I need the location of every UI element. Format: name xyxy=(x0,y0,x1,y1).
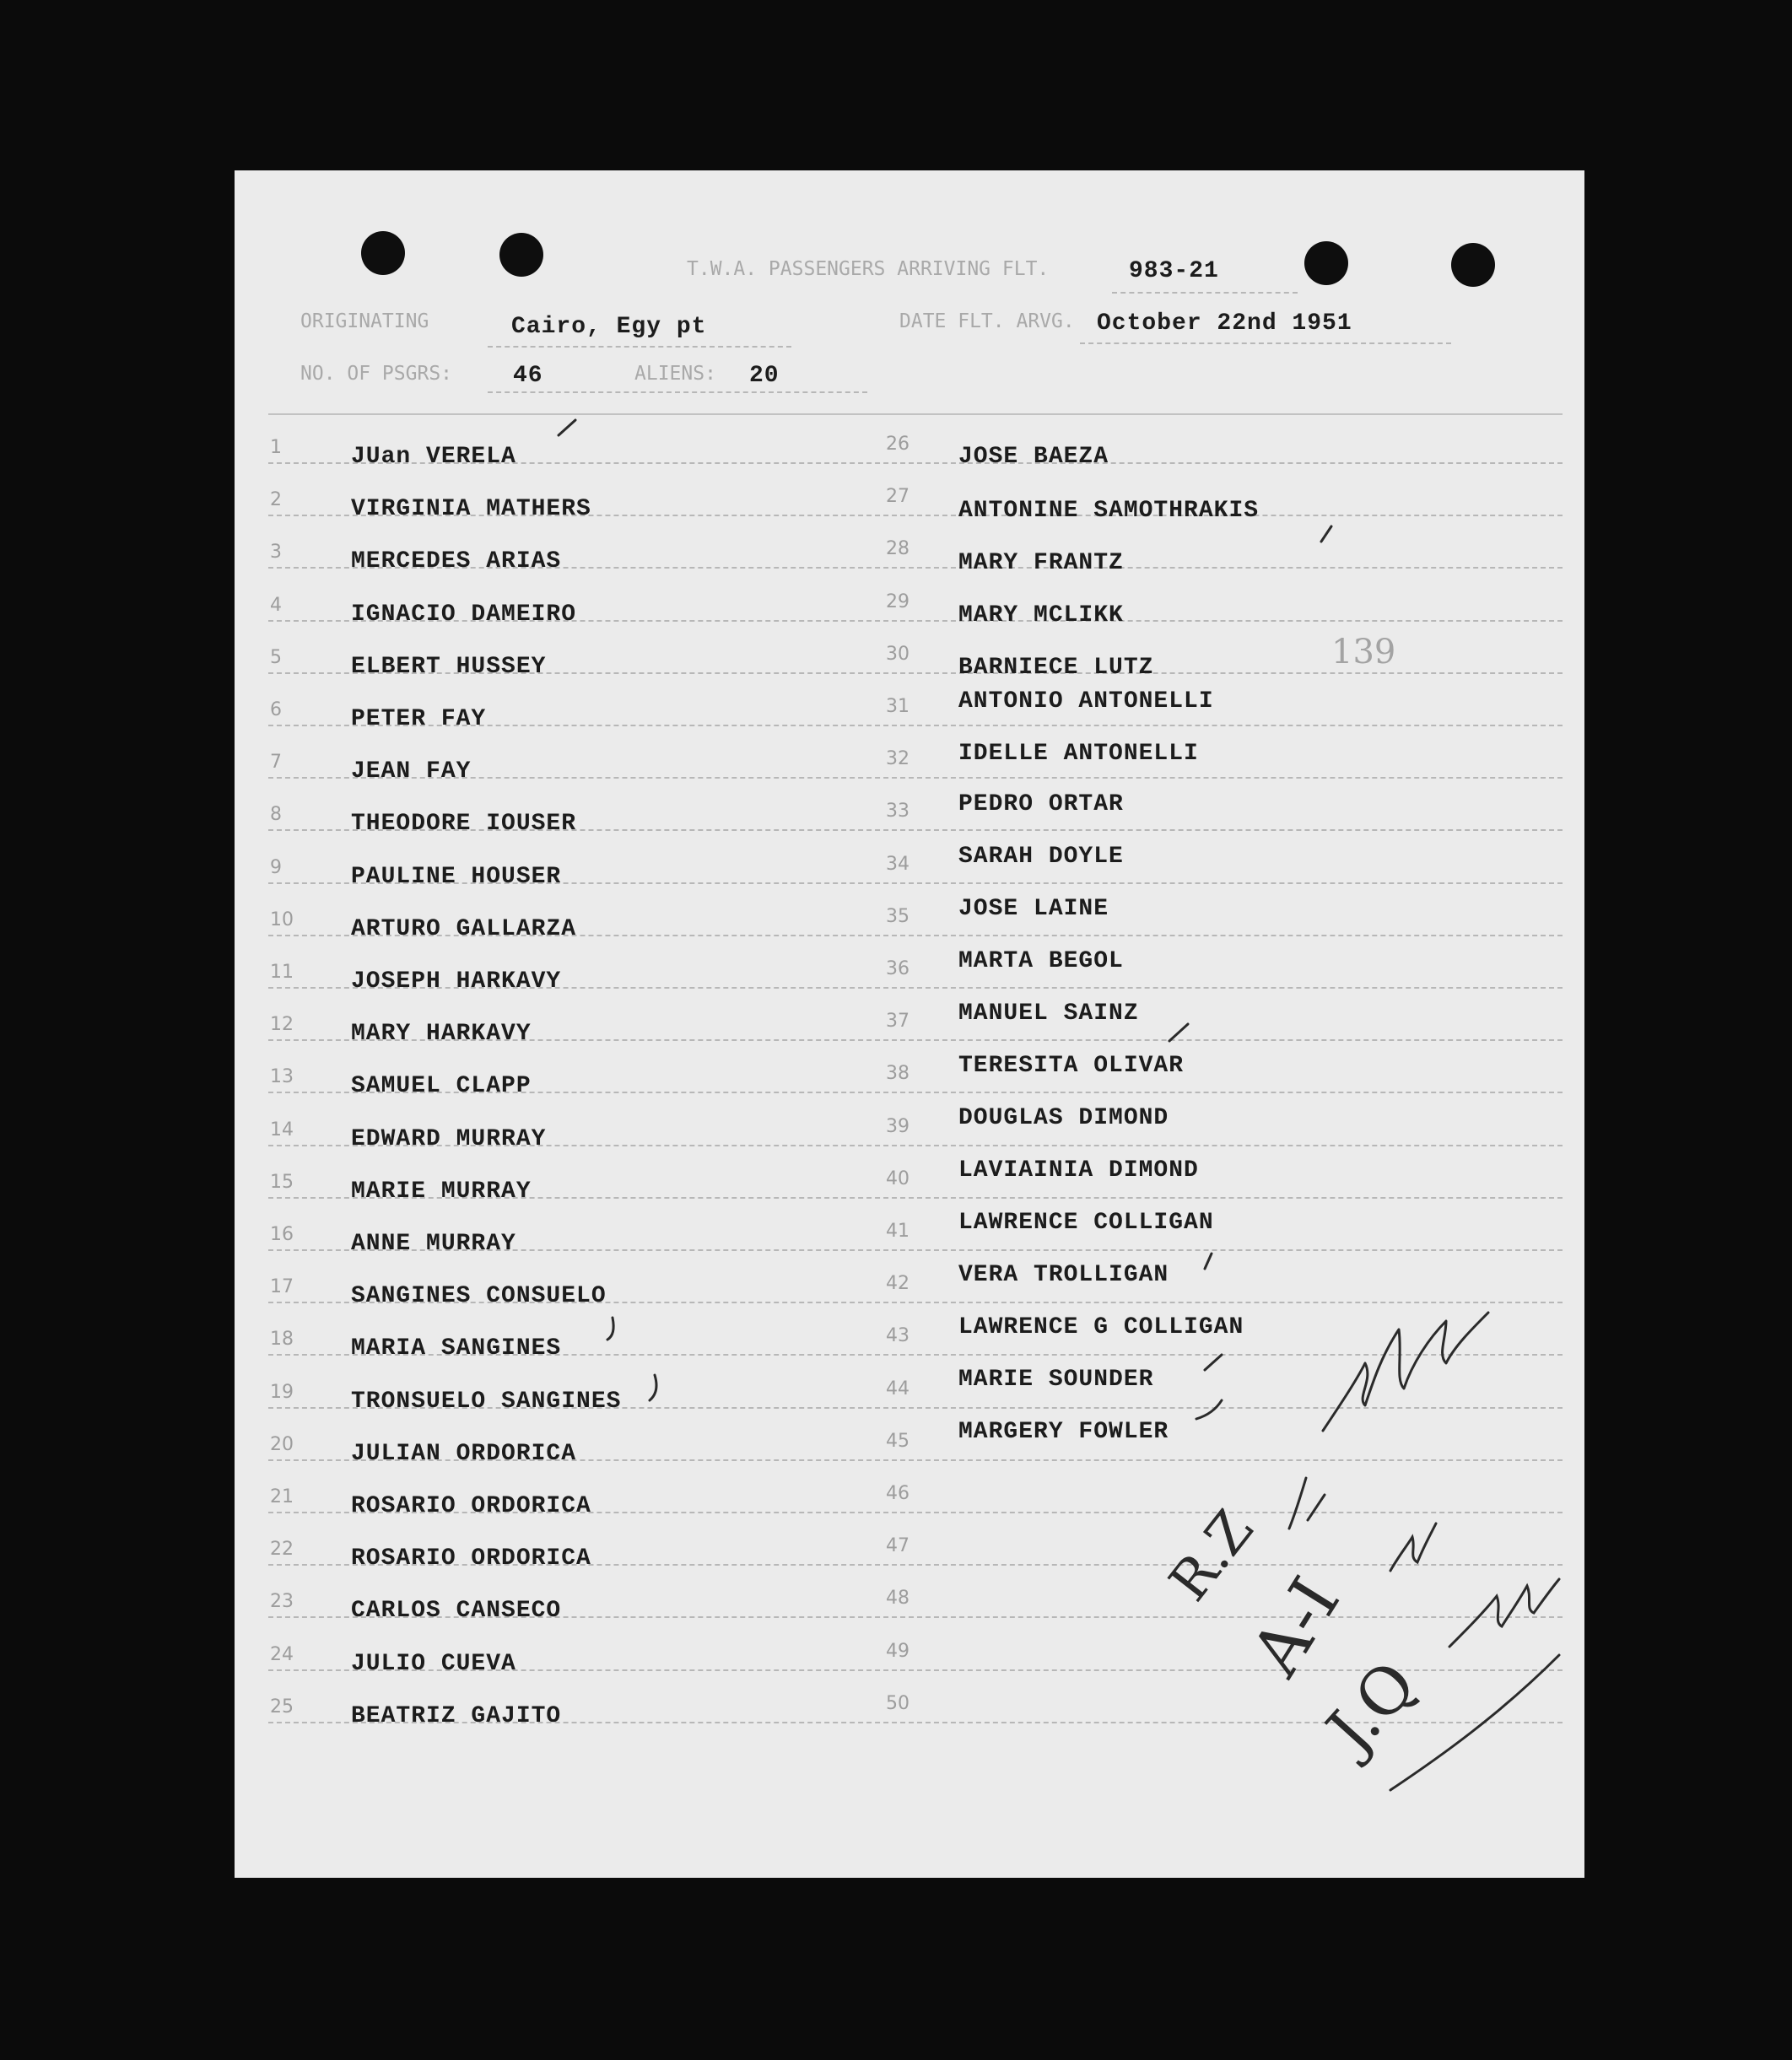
passenger-name: JULIAN ORDORICA xyxy=(351,1440,577,1467)
passenger-name: JULIO CUEVA xyxy=(351,1650,516,1677)
row-number: 31 xyxy=(886,696,909,717)
row-number: 34 xyxy=(886,853,909,875)
row-number: 46 xyxy=(886,1483,909,1504)
passengers-count: 46 xyxy=(513,363,543,389)
passenger-name: THEODORE IOUSER xyxy=(351,811,577,838)
row-number: 22 xyxy=(270,1539,294,1561)
passenger-name: MARIE MURRAY xyxy=(351,1178,532,1205)
row-number: 17 xyxy=(270,1276,294,1298)
passenger-name: VERA TROLLIGAN xyxy=(958,1262,1169,1288)
passenger-name: LAWRENCE COLLIGAN xyxy=(958,1210,1214,1236)
row-number: 39 xyxy=(886,1115,909,1137)
passenger-name: ELBERT HUSSEY xyxy=(351,653,547,680)
row-number: 37 xyxy=(886,1011,909,1033)
row-number: 23 xyxy=(270,1591,294,1613)
row-number: 18 xyxy=(270,1329,294,1351)
passenger-name: BARNIECE LUTZ xyxy=(958,655,1154,681)
passenger-name: ANTONIO ANTONELLI xyxy=(958,688,1214,715)
passenger-name: ANTONINE SAMOTHRAKIS xyxy=(958,498,1260,524)
row-number: 3 xyxy=(270,542,282,564)
handwritten-jq: J.Q xyxy=(1312,1646,1431,1767)
row-number: 9 xyxy=(270,856,282,878)
passenger-name: LAVIAINIA DIMOND xyxy=(958,1157,1199,1184)
manifest-page xyxy=(235,170,1584,1878)
row-number: 5 xyxy=(270,646,282,668)
passenger-name: JUan VERELA xyxy=(351,444,516,470)
row-number: 45 xyxy=(886,1430,909,1452)
row-number: 11 xyxy=(270,962,294,983)
row-number: 36 xyxy=(886,958,909,979)
passenger-name: PEDRO ORTAR xyxy=(958,791,1124,817)
passenger-name: MANUEL SAINZ xyxy=(958,1000,1139,1027)
passenger-name: BEATRIZ GAJITO xyxy=(351,1702,562,1729)
date-value: October 22nd 1951 xyxy=(1097,310,1352,337)
row-number: 14 xyxy=(270,1119,294,1141)
passenger-name: JOSEPH HARKAVY xyxy=(351,968,562,995)
row-number: 32 xyxy=(886,748,909,770)
row-number: 4 xyxy=(270,594,282,616)
passenger-name: MARIA SANGINES xyxy=(351,1335,562,1362)
handwritten-ai: A-I xyxy=(1236,1564,1355,1690)
row-number: 25 xyxy=(270,1696,294,1718)
date-label: DATE FLT. ARVG. xyxy=(899,310,1075,332)
row-number: 38 xyxy=(886,1063,909,1085)
passenger-name: SAMUEL CLAPP xyxy=(351,1073,532,1100)
passenger-name: IGNACIO DAMEIRO xyxy=(351,601,577,628)
row-number: 13 xyxy=(270,1066,294,1088)
row-number: 35 xyxy=(886,905,909,927)
passenger-name: JEAN FAY xyxy=(351,758,472,785)
row-number: 50 xyxy=(886,1692,909,1714)
passenger-name: LAWRENCE G COLLIGAN xyxy=(958,1314,1244,1340)
row-number: 19 xyxy=(270,1381,294,1403)
passenger-name: PAULINE HOUSER xyxy=(351,863,562,890)
row-number: 43 xyxy=(886,1325,909,1347)
passenger-name: SARAH DOYLE xyxy=(958,844,1124,870)
passenger-name: JOSE BAEZA xyxy=(958,444,1109,470)
row-number: 6 xyxy=(270,699,282,720)
flight-number: 983-21 xyxy=(1129,258,1219,284)
row-number: 2 xyxy=(270,489,282,511)
passenger-name: MARY FRANTZ xyxy=(958,550,1124,576)
passenger-name: ROSARIO ORDORICA xyxy=(351,1493,591,1519)
aliens-label: ALIENS: xyxy=(634,363,716,385)
row-number: 24 xyxy=(270,1643,294,1665)
passenger-name: JOSE LAINE xyxy=(958,896,1109,922)
row-number: 29 xyxy=(886,590,909,612)
row-number: 41 xyxy=(886,1221,909,1242)
handwritten-rz: R.Z xyxy=(1158,1499,1266,1613)
passenger-name: MERCEDES ARIAS xyxy=(351,548,562,575)
row-number: 40 xyxy=(886,1168,909,1189)
row-number: 44 xyxy=(886,1378,909,1399)
page-number-stamp: 139 xyxy=(1331,633,1396,671)
passenger-name: MARIE SOUNDER xyxy=(958,1367,1154,1393)
passenger-name: MARGERY FOWLER xyxy=(958,1419,1169,1445)
passenger-name: PETER FAY xyxy=(351,706,487,732)
handwritten-annotations xyxy=(235,170,1584,1878)
passenger-name: CARLOS CANSECO xyxy=(351,1598,562,1625)
passenger-name: VIRGINIA MATHERS xyxy=(351,496,591,523)
passenger-name: TERESITA OLIVAR xyxy=(958,1053,1185,1079)
passenger-name: ARTURO GALLARZA xyxy=(351,915,577,942)
passengers-label: NO. OF PSGRS: xyxy=(300,363,453,385)
row-number: 21 xyxy=(270,1486,294,1507)
row-number: 1 xyxy=(270,437,282,458)
row-number: 33 xyxy=(886,801,909,822)
row-number: 48 xyxy=(886,1588,909,1610)
passenger-name: MARY HARKAVY xyxy=(351,1021,532,1048)
passenger-name: MARY MCLIKK xyxy=(958,602,1124,628)
row-number: 20 xyxy=(270,1433,294,1455)
row-number: 12 xyxy=(270,1014,294,1036)
passenger-name: TRONSUELO SANGINES xyxy=(351,1388,622,1415)
row-number: 27 xyxy=(886,486,909,508)
originating-value: Cairo, Egy pt xyxy=(511,314,707,340)
row-number: 28 xyxy=(886,538,909,560)
row-number: 8 xyxy=(270,804,282,826)
originating-label: ORIGINATING xyxy=(300,310,429,332)
passenger-name: ROSARIO ORDORICA xyxy=(351,1545,591,1572)
passenger-name: EDWARD MURRAY xyxy=(351,1125,547,1152)
passenger-name: MARTA BEGOL xyxy=(958,948,1124,974)
row-number: 10 xyxy=(270,909,294,930)
row-number: 42 xyxy=(886,1273,909,1295)
row-number: 7 xyxy=(270,752,282,774)
row-number: 26 xyxy=(886,434,909,455)
form-title: T.W.A. PASSENGERS ARRIVING FLT. xyxy=(687,258,1050,280)
row-number: 15 xyxy=(270,1171,294,1193)
passenger-name: DOUGLAS DIMOND xyxy=(958,1105,1169,1131)
aliens-count: 20 xyxy=(749,363,780,389)
row-number: 49 xyxy=(886,1640,909,1662)
row-number: 47 xyxy=(886,1535,909,1557)
row-number: 16 xyxy=(270,1224,294,1245)
passenger-name: SANGINES CONSUELO xyxy=(351,1283,607,1310)
passenger-name: IDELLE ANTONELLI xyxy=(958,741,1199,767)
passenger-name: ANNE MURRAY xyxy=(351,1231,516,1257)
row-number: 30 xyxy=(886,643,909,665)
